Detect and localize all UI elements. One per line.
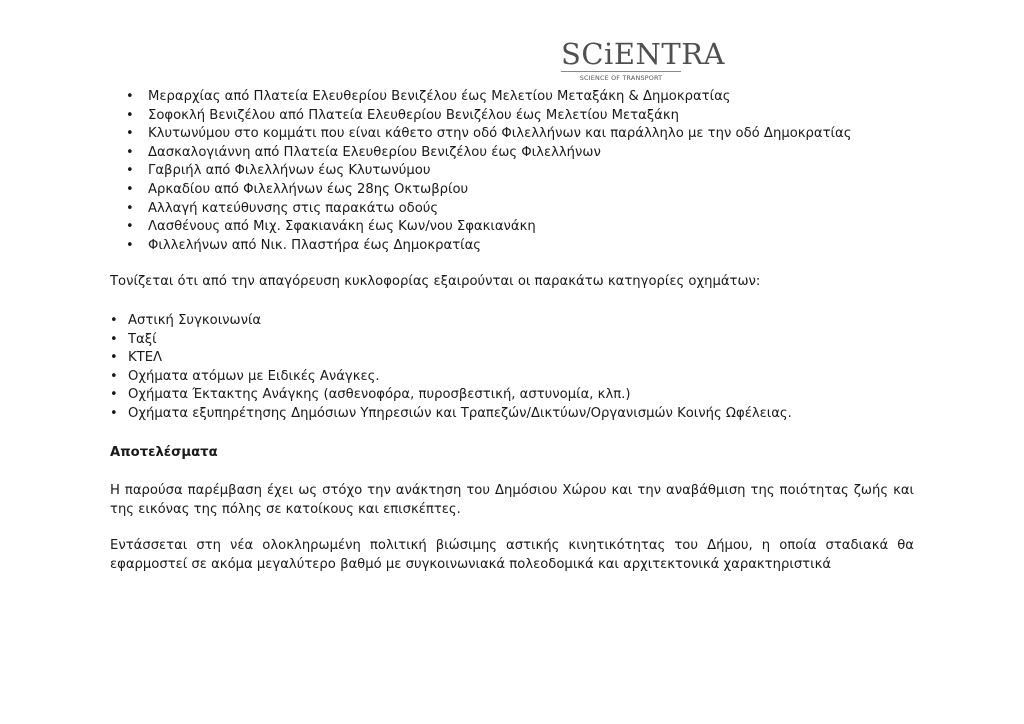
spacer xyxy=(110,462,914,482)
list-item: • Λασθένους από Μιχ. Σφακιανάκη έως Κων/νου Σφακιανάκη xyxy=(110,218,914,237)
spacer xyxy=(110,255,914,273)
list-item: • Σοφοκλή Βενιζέλου από Πλατεία Ελευθερίου Βενιζέλου έως Μελετίου Μεταξάκη xyxy=(110,107,914,126)
list-item: • Μεραρχίας από Πλατεία Ελευθερίου Βενιζέλου έως Μελετίου Μεταξάκη & Δημοκρατίας xyxy=(110,88,914,107)
list-item: • Αρκαδίου από Φιλελλήνων έως 28ης Οκτωβρίου xyxy=(110,181,914,200)
streets-list xyxy=(110,88,914,255)
list-item: • Κλυτωνύμου στο κομμάτι που είναι κάθετο στην οδό Φιλελλήνων και παράλληλο με την οδό Δημοκρατίας xyxy=(110,125,914,144)
list-item: • Αλλαγή κατεύθυνσης στις παρακάτω οδούς xyxy=(110,200,914,219)
logo-name: SCiENTRA xyxy=(561,37,725,71)
results-paragraph-2: Εντάσσεται στη νέα ολοκληρωμένη πολιτική βιώσιμης αστικής κινητικότητας του Δήμου, η οποία σταδιακά θα εφαρμοστεί σε ακόμα μεγαλύτερο βαθμό με συγκοινωνιακά πολεοδομικά και αρχιτεκτονικά χαρακτηριστικά xyxy=(110,538,914,572)
vehicles-list xyxy=(110,312,914,424)
exemption-intro: Τονίζεται ότι από την απαγόρευση κυκλοφορίας εξαιρούνται οι παρακάτω κατηγορίες οχημάτων: xyxy=(110,274,761,290)
document-body xyxy=(110,88,914,574)
list-item: • Γαβριήλ από Φιλελλήνων έως Κλυτωνύμου xyxy=(110,162,914,181)
list-item: • ΚΤΕΛ xyxy=(110,349,914,368)
results-paragraph-1: Η παρούσα παρέμβαση έχει ως στόχο την ανάκτηση του Δημόσιου Χώρου και την αναβάθμιση της ποιότητας ζωής και της εικόνας της πόλης σε κατοίκους και επισκέπτες. xyxy=(110,483,914,517)
spacer xyxy=(110,424,914,444)
spacer xyxy=(110,519,914,537)
results-heading: Αποτελέσματα xyxy=(110,444,218,460)
list-item: • Ταξί xyxy=(110,331,914,350)
list-item: • Δασκαλογιάννη από Πλατεία Ελευθερίου Βενιζέλου έως Φιλελλήνων xyxy=(110,144,914,163)
list-item: • Οχήματα εξυπηρέτησης Δημόσιων Υπηρεσιών και Τραπεζών/Δικτύων/Οργανισμών Κοινής Ωφέλειας. xyxy=(110,405,914,424)
logo-tagline: SCIENCE OF TRANSPORT xyxy=(579,74,663,82)
scientra-logo xyxy=(561,37,725,82)
list-item: • Οχήματα Έκτακτης Ανάγκης (ασθενοφόρα, πυροσβεστική, αστυνομία, κλπ.) xyxy=(110,386,914,405)
list-item: • Οχήματα ατόμων με Ειδικές Ανάγκες. xyxy=(110,368,914,387)
logo-divider xyxy=(561,71,681,72)
list-item: • Φιλλελήνων από Νικ. Πλαστήρα έως Δημοκρατίας xyxy=(110,237,914,256)
spacer xyxy=(110,292,914,312)
list-item: • Αστική Συγκοινωνία xyxy=(110,312,914,331)
